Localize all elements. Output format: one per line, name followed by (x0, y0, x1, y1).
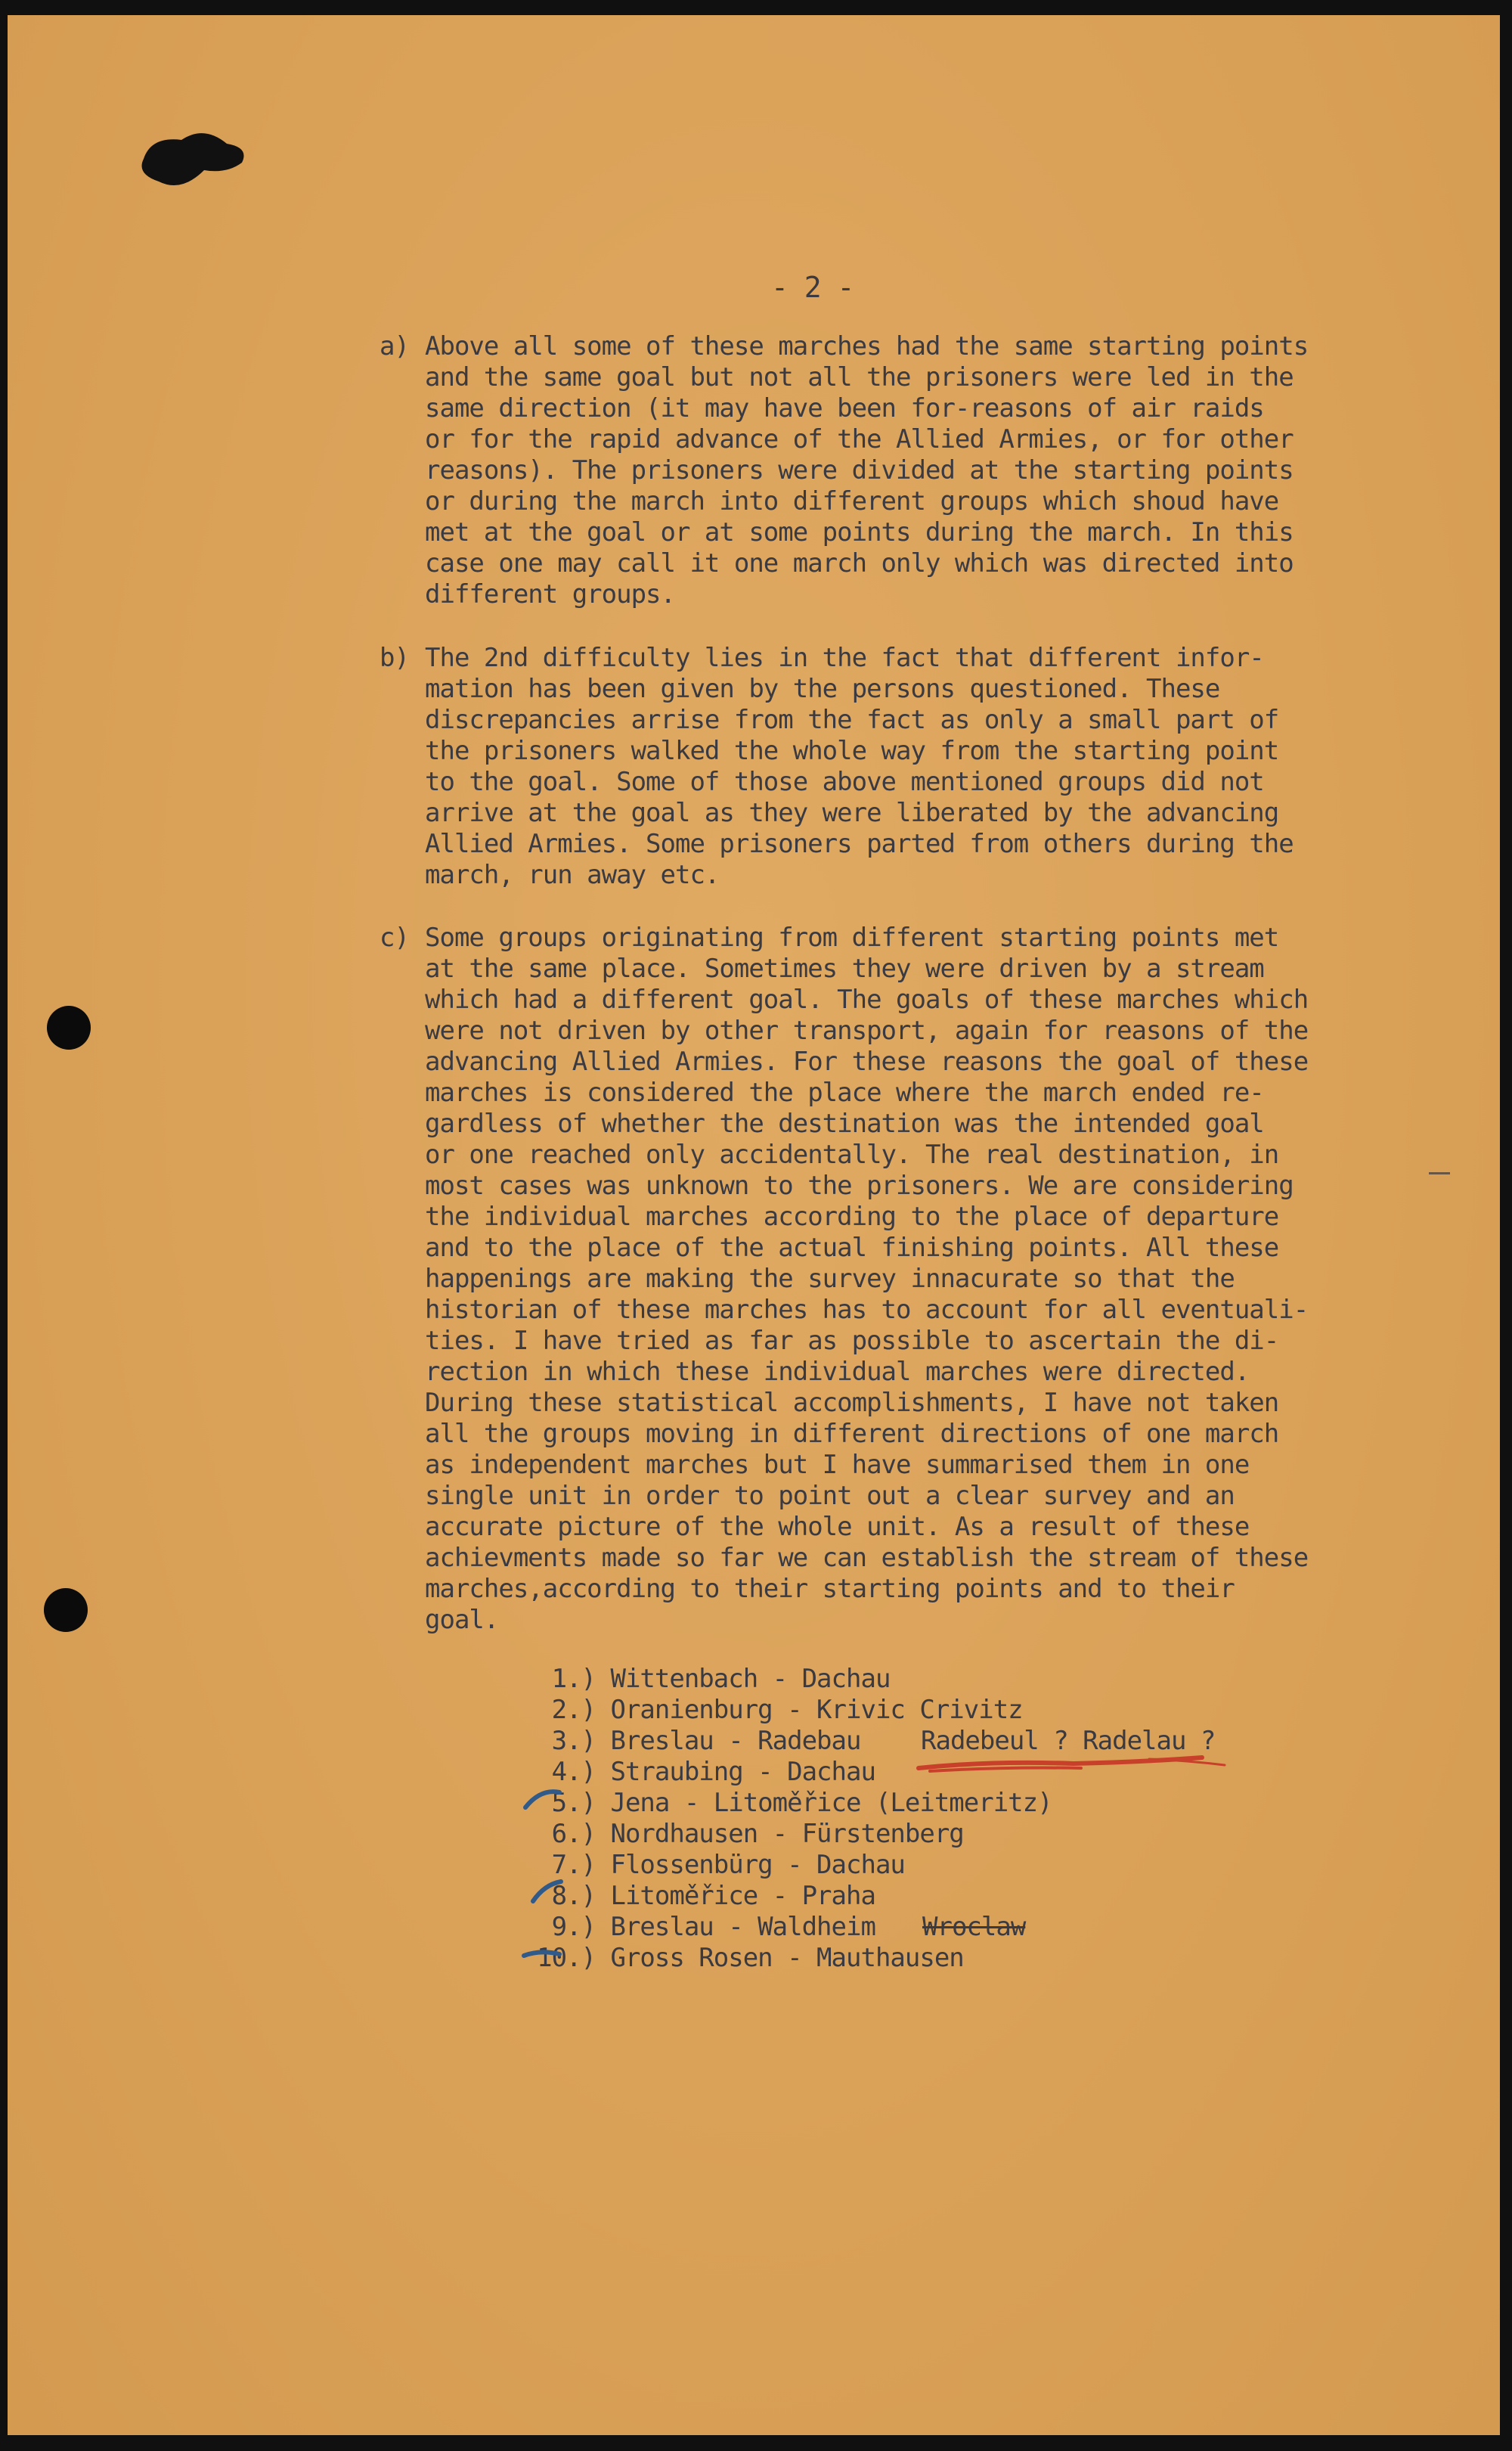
list-item: 7.) Flossenbürg - Dachau (551, 1850, 905, 1880)
annotation-radebeul: Radebeul ? Radelau ? (921, 1726, 1216, 1756)
punch-hole-icon (44, 1588, 88, 1632)
annotation-wroclaw: Wroclaw (922, 1912, 1026, 1942)
red-underline-icon (915, 1753, 1232, 1776)
paragraph-b-text: The 2nd difficulty lies in the fact that different infor- mation has been given by the persons questioned. These discrepancies arrise from the fact as only a small part of the prisoners walked the whole way from the starting point to the goal. Some of those above mentioned groups did not arrive at the goal as they were liberated by the advancing Allied Armies. Some prisoners parted from others during the march, run away etc. (425, 643, 1294, 890)
list-item: 8.) Litoměřice - Praha (551, 1881, 875, 1911)
punch-hole-icon (47, 1006, 91, 1050)
paragraph-b-label: b) (380, 643, 409, 673)
list-item: 9.) Breslau - Waldheim (551, 1912, 875, 1942)
list-item: 3.) Breslau - Radebau (551, 1726, 861, 1756)
list-item: 5.) Jena - Litoměřice (Leitmeritz) (551, 1788, 1052, 1818)
paragraph-a-text: Above all some of these marches had the same starting points and the same goal but not all the prisoners were led in the same direction (it may have been for-reasons of air raids or for the rapid advance of the Allied Armies, or for other reasons). The prisoners were divided at the starting points or during the march into different groups which shoud have met at the goal or at some points during the march. In this case one may call it one march only which was directed into different groups. (425, 331, 1309, 610)
blue-pen-mark-icon (518, 1941, 563, 1971)
list-item: 4.) Straubing - Dachau (551, 1757, 875, 1787)
page-number: - 2 - (771, 271, 854, 304)
document-page (8, 15, 1500, 2435)
blue-pen-mark-icon (529, 1877, 567, 1907)
margin-mark (1429, 1172, 1450, 1174)
ink-blot-icon (136, 121, 257, 197)
list-item: 10.) Gross Rosen - Mauthausen (537, 1943, 964, 1973)
blue-pen-mark-icon (522, 1785, 567, 1815)
list-item: 1.) Wittenbach - Dachau (551, 1664, 891, 1694)
paragraph-a-label: a) (380, 331, 409, 361)
paragraph-c-text: Some groups originating from different starting points met at the same place. Sometimes they were driven by a stream which had a different goal. The goals of these marches which were not driven by other transport, again for reasons of the advancing Allied Armies. For these reasons the goal of these marches is considered the place where the march ended re- gardless of whether the destination was the intended goal or one reached only accidentally. The real destination, in most cases was unknown to the prisoners. We are considering the individual marches according to the place of departure and to the place of the actual finishing points. All these happenings are making the survey innacurate so that the historian of these marches has to account for all eventuali- ties. I have tried as far as possible to ascertain the di- rection in which these individual marches were directed. During these statistical accomplishments, I have not taken all the groups moving in different directions of one march as independent marches but I have summarised them in one single unit in order to point out a clear survey and an accurate picture of the whole unit. As a result of these achievments made so far we can establish the stream of these marches,according to their starting points and to their goal. (425, 923, 1309, 1635)
list-item: 6.) Nordhausen - Fürstenberg (551, 1819, 964, 1849)
list-item: 2.) Oranienburg - Krivic Crivitz (551, 1695, 1023, 1725)
paragraph-c-label: c) (380, 923, 409, 953)
